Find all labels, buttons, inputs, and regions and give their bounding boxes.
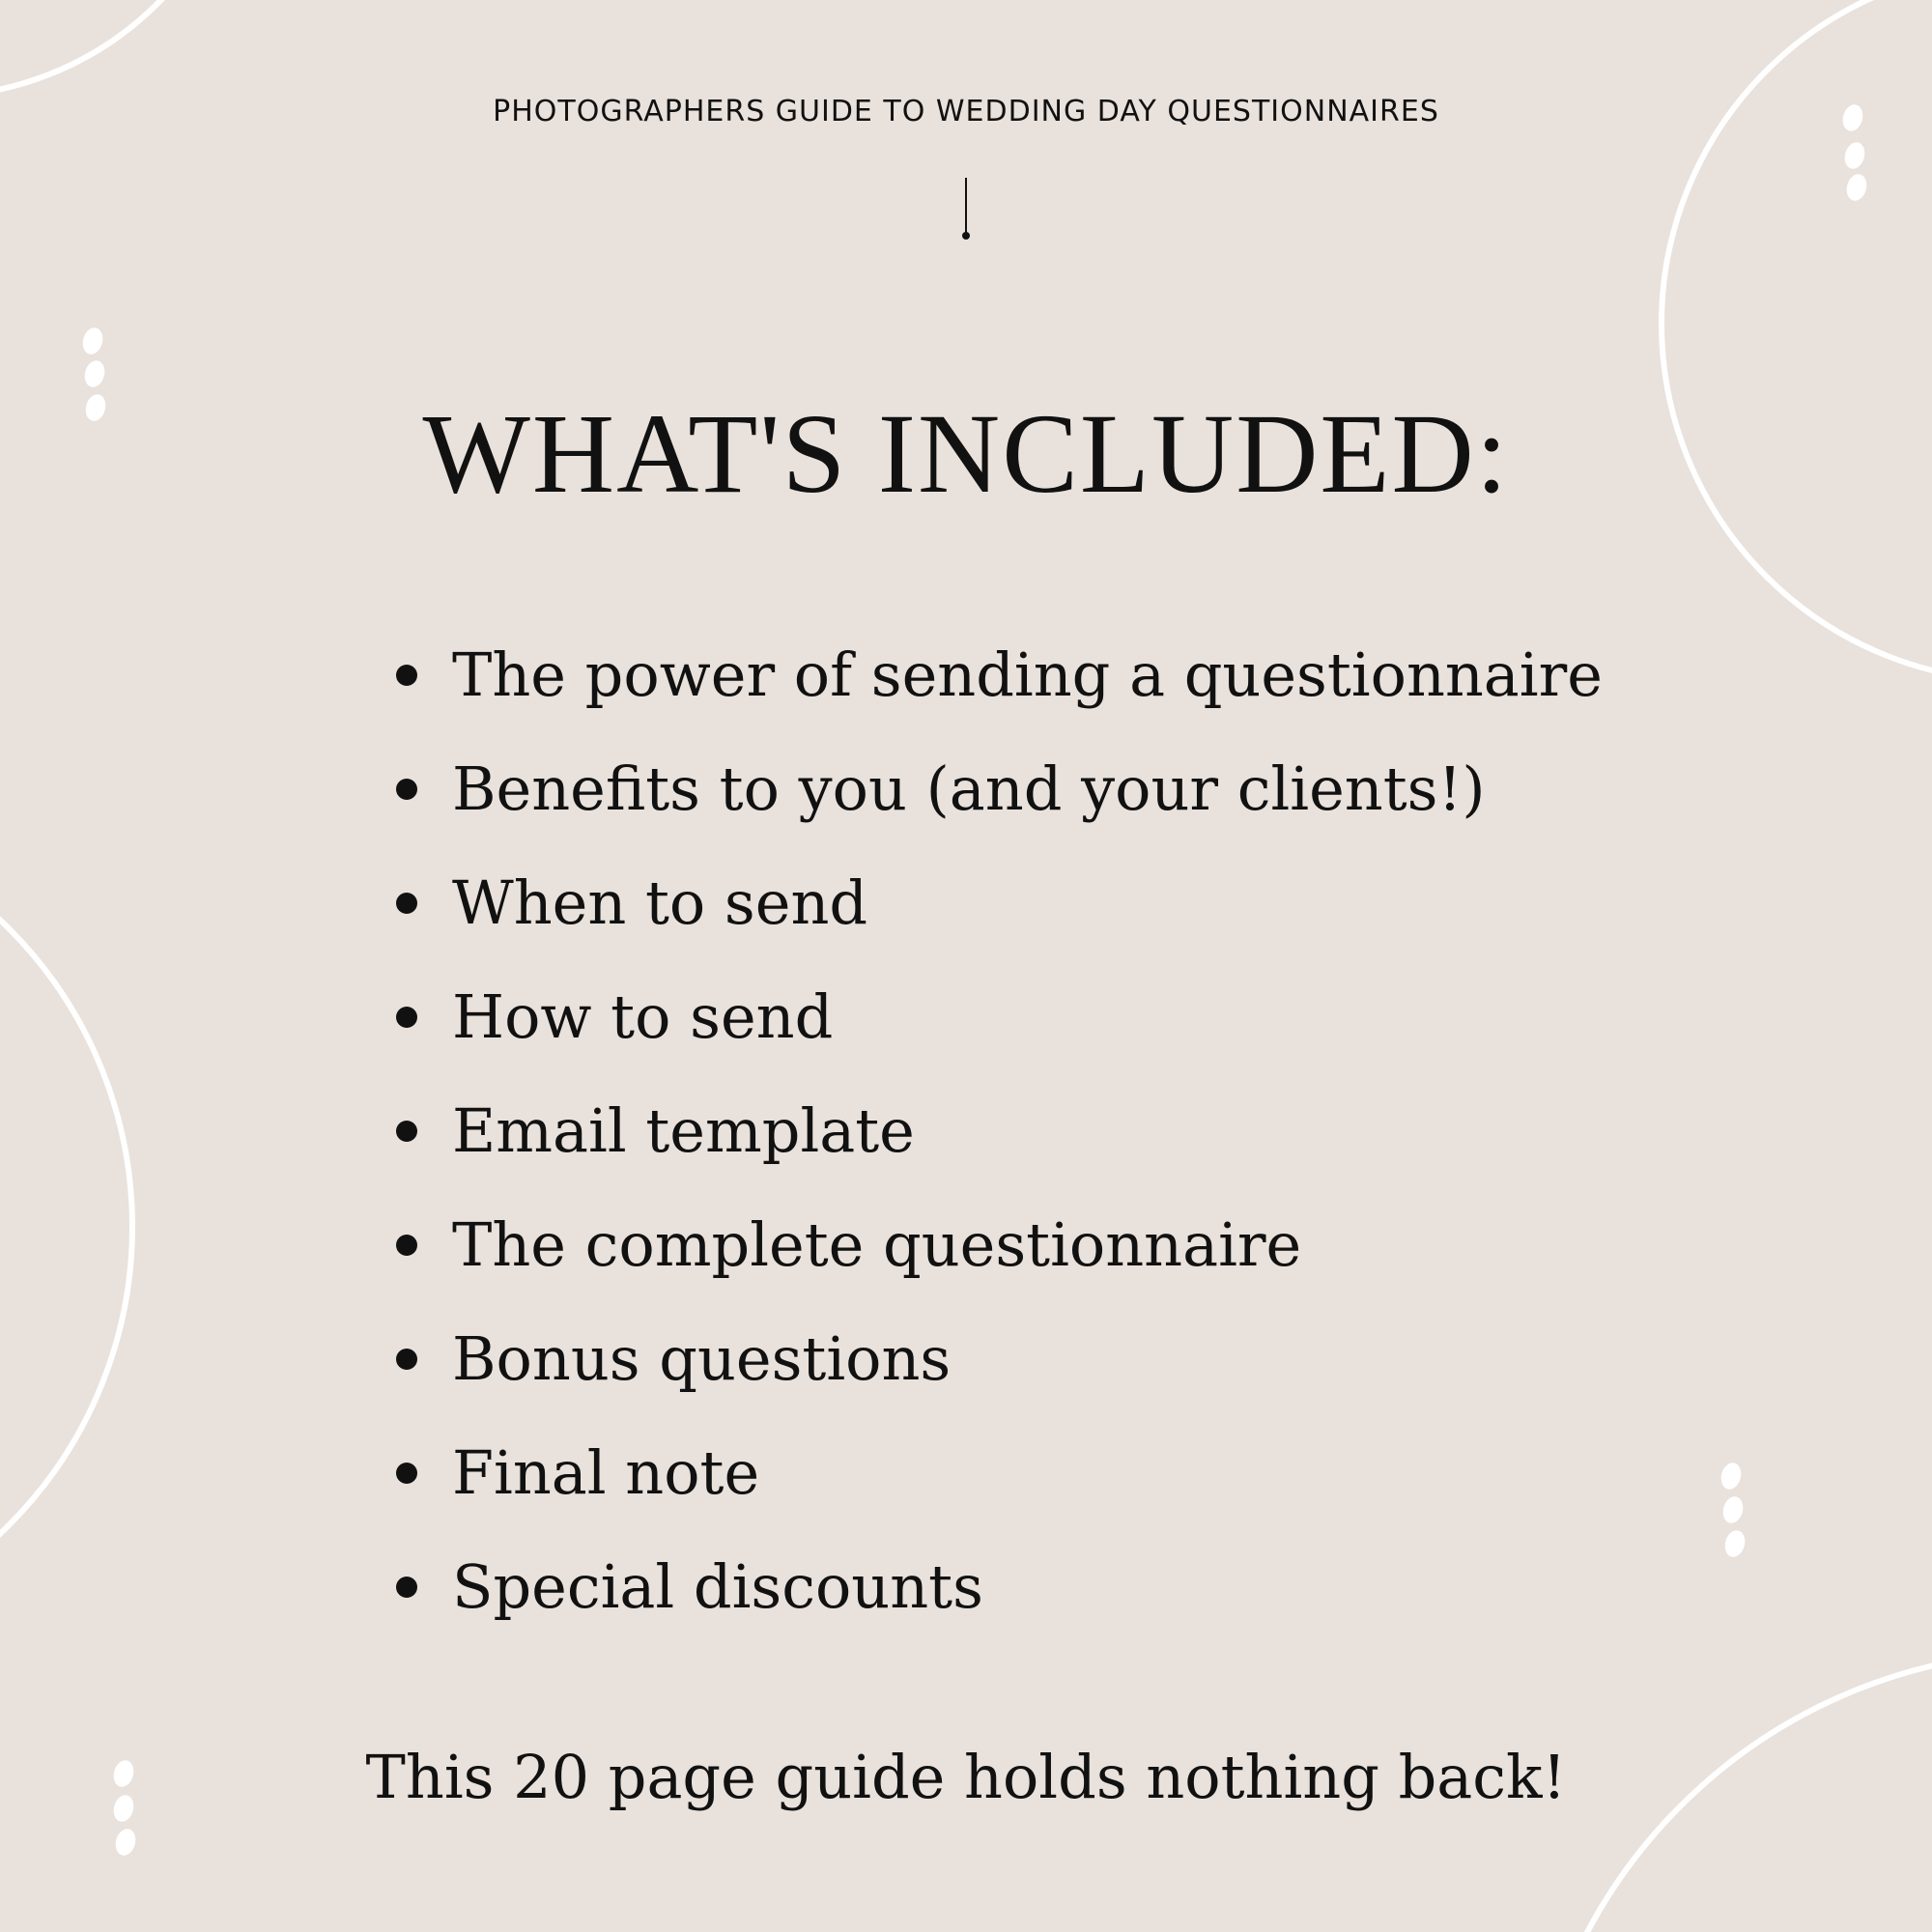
list-item [396, 1302, 1603, 1416]
guide-title: PHOTOGRAPHERS GUIDE TO WEDDING DAY QUESTIONNAIRES [493, 95, 1439, 128]
list-item-label: Email template [452, 1095, 915, 1166]
list-item-label: The power of sending a questionnaire [452, 639, 1603, 710]
arc-top-left [0, 0, 251, 97]
list-item-label: Bonus questions [452, 1323, 952, 1394]
list-item-label: Special discounts [452, 1551, 983, 1622]
bullet-icon [396, 1463, 417, 1484]
bullet-icon [396, 1121, 417, 1142]
list-item [396, 1530, 1603, 1644]
list-item-label: How to send [452, 981, 834, 1052]
bullet-icon [396, 893, 417, 914]
dot-cluster-bottom-right [1719, 1461, 1748, 1559]
list-item [396, 618, 1603, 732]
bullet-icon [396, 1235, 417, 1256]
list-item [396, 1074, 1603, 1188]
bullet-icon [396, 665, 417, 686]
included-list [396, 618, 1603, 1644]
list-item [396, 1188, 1603, 1302]
list-item-label: Final note [452, 1437, 760, 1508]
list-item [396, 846, 1603, 960]
list-item [396, 732, 1603, 846]
list-item-label: Benefits to you (and your clients!) [452, 753, 1486, 824]
page-heading: WHAT'S INCLUDED: [422, 390, 1510, 517]
bullet-icon [396, 779, 417, 800]
bullet-icon [396, 1349, 417, 1370]
bullet-icon [396, 1007, 417, 1028]
list-item-label: When to send [452, 867, 868, 938]
list-item-label: The complete questionnaire [452, 1209, 1302, 1280]
arc-left [0, 805, 132, 1649]
pin-divider [962, 174, 970, 242]
bullet-icon [396, 1577, 417, 1598]
list-item [396, 960, 1603, 1074]
footer-note: This 20 page guide holds nothing back! [365, 1742, 1567, 1812]
list-item [396, 1416, 1603, 1530]
